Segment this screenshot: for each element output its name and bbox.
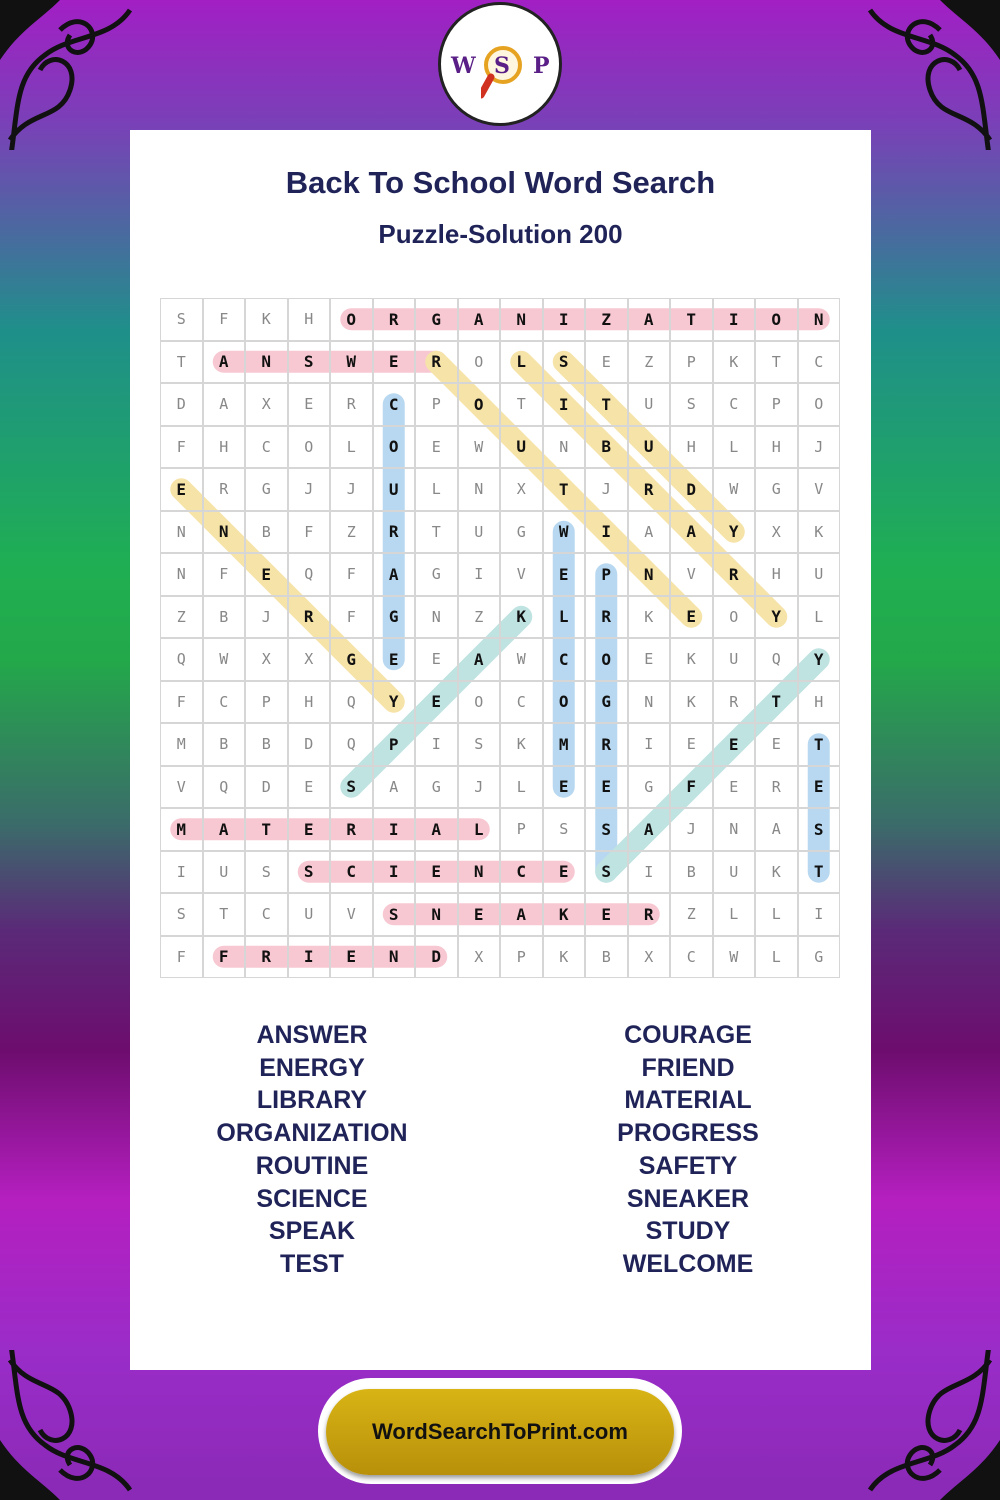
grid-cell: E (670, 723, 713, 766)
grid-cell: R (713, 681, 756, 724)
grid-cell: F (203, 298, 246, 341)
word-list-right (538, 1019, 838, 1281)
grid-cell: E (373, 638, 416, 681)
grid-cell: N (798, 298, 841, 341)
word-list-item: ORGANIZATION (216, 1119, 408, 1148)
grid-cell: G (500, 511, 543, 554)
grid-cell: S (458, 723, 501, 766)
wsp-logo[interactable] (438, 2, 562, 126)
grid-cell: R (330, 808, 373, 851)
grid-cell: L (713, 893, 756, 936)
word-list-left (162, 1019, 462, 1281)
grid-cell: M (160, 723, 203, 766)
ornament-top-right (850, 0, 1000, 150)
grid-cell: Z (330, 511, 373, 554)
grid-cell: T (160, 341, 203, 384)
grid-cell: K (628, 596, 671, 639)
grid-cell: U (798, 553, 841, 596)
grid-cell: K (543, 893, 586, 936)
page-subtitle: Puzzle-Solution 200 (378, 219, 623, 249)
grid-cell: A (628, 808, 671, 851)
grid-cell: L (500, 766, 543, 809)
grid-cell: T (543, 468, 586, 511)
grid-cell: H (288, 298, 331, 341)
grid-cell: W (713, 936, 756, 979)
grid-cell: S (670, 383, 713, 426)
grid-cell: T (755, 341, 798, 384)
ornament-bottom-left (0, 1350, 150, 1500)
grid-cell: G (415, 766, 458, 809)
grid-cell: E (415, 681, 458, 724)
grid-cell: C (245, 893, 288, 936)
grid-cell: K (543, 936, 586, 979)
grid-cell: J (288, 468, 331, 511)
grid-cell: W (203, 638, 246, 681)
grid-cell: Y (373, 681, 416, 724)
grid-cell: R (585, 596, 628, 639)
grid-cell: C (373, 383, 416, 426)
grid-cell: E (585, 893, 628, 936)
grid-cell: I (628, 723, 671, 766)
ornament-bottom-right (850, 1350, 1000, 1500)
grid-cell: E (543, 851, 586, 894)
grid-cell: S (543, 808, 586, 851)
grid-cell: C (245, 426, 288, 469)
grid-cell: E (713, 723, 756, 766)
grid-cell: T (755, 681, 798, 724)
grid-cell: E (160, 468, 203, 511)
grid-cell: U (713, 638, 756, 681)
grid-cell: T (585, 383, 628, 426)
grid-cell: O (798, 383, 841, 426)
grid-cell: O (458, 341, 501, 384)
grid-cell: L (500, 341, 543, 384)
grid-cell: Z (160, 596, 203, 639)
grid-cell: F (288, 511, 331, 554)
grid-cell: E (543, 553, 586, 596)
grid-cell: G (415, 553, 458, 596)
grid-cell: R (628, 893, 671, 936)
grid-cell: B (670, 851, 713, 894)
grid-cell: A (755, 808, 798, 851)
grid-cell: I (543, 383, 586, 426)
grid-cell: R (373, 511, 416, 554)
grid-cell: O (458, 383, 501, 426)
grid-cell: P (755, 383, 798, 426)
grid-cell: T (670, 298, 713, 341)
grid-cell: X (245, 383, 288, 426)
grid-cell: U (628, 383, 671, 426)
grid-cell: Z (458, 596, 501, 639)
grid-cell: G (245, 468, 288, 511)
grid-cell: E (415, 426, 458, 469)
grid-cell: K (670, 681, 713, 724)
grid-cell: Q (288, 553, 331, 596)
grid-cell: S (330, 766, 373, 809)
grid-cell: S (160, 893, 203, 936)
grid-cell: L (755, 893, 798, 936)
grid-cell: R (288, 596, 331, 639)
logo-letter-s: S (494, 53, 510, 79)
grid-cell: F (330, 553, 373, 596)
grid-cell: S (288, 341, 331, 384)
grid-cell: U (288, 893, 331, 936)
grid-cell: G (755, 468, 798, 511)
grid-cell: E (798, 766, 841, 809)
grid-cell: H (203, 426, 246, 469)
grid-cell: X (288, 638, 331, 681)
grid-cell: L (415, 468, 458, 511)
grid-cell: N (458, 851, 501, 894)
word-list-item: SNEAKER (626, 1184, 750, 1213)
grid-cell: G (330, 638, 373, 681)
grid-cell: F (330, 596, 373, 639)
grid-cell: F (670, 766, 713, 809)
grid-cell: N (458, 468, 501, 511)
grid-cell: Y (755, 596, 798, 639)
grid-cell: O (373, 426, 416, 469)
grid-cell: J (330, 468, 373, 511)
word-list-item: WELCOME (622, 1249, 754, 1278)
word-list-item: LIBRARY (256, 1086, 368, 1115)
grid-cell: R (245, 936, 288, 979)
grid-cell: P (245, 681, 288, 724)
grid-cell: N (160, 553, 203, 596)
word-list-item: SPEAK (268, 1217, 356, 1246)
grid-cell: T (798, 851, 841, 894)
grid-cell: K (713, 341, 756, 384)
grid-cell: Y (798, 638, 841, 681)
grid-cell: V (670, 553, 713, 596)
grid-cell: X (755, 511, 798, 554)
grid-cell: O (543, 681, 586, 724)
grid-cell: N (373, 936, 416, 979)
grid-cell: W (713, 468, 756, 511)
grid-cell: E (670, 596, 713, 639)
grid-cell: G (415, 298, 458, 341)
grid-cell: D (160, 383, 203, 426)
grid-cell: U (373, 468, 416, 511)
grid-cell: N (203, 511, 246, 554)
grid-cell: B (585, 426, 628, 469)
grid-cell: I (798, 893, 841, 936)
grid-cell: S (798, 808, 841, 851)
grid-cell: Q (330, 681, 373, 724)
grid-cell: O (458, 681, 501, 724)
grid-cell: Z (585, 298, 628, 341)
grid-cell: L (330, 426, 373, 469)
grid-cell: R (755, 766, 798, 809)
grid-cell: R (628, 468, 671, 511)
grid-cell: M (543, 723, 586, 766)
word-list-item: ANSWER (256, 1021, 368, 1049)
grid-cell: V (500, 553, 543, 596)
grid-cell: C (500, 681, 543, 724)
grid-cell: S (245, 851, 288, 894)
grid-cell: H (798, 681, 841, 724)
grid-cell: A (203, 341, 246, 384)
grid-cell: O (288, 426, 331, 469)
grid-cell: C (330, 851, 373, 894)
grid-cell: A (628, 511, 671, 554)
grid-cell: F (203, 553, 246, 596)
grid-cell: A (203, 383, 246, 426)
grid-cell: A (670, 511, 713, 554)
grid-cell: X (458, 936, 501, 979)
grid-cell: A (203, 808, 246, 851)
grid-cell: E (373, 341, 416, 384)
grid-cell: U (713, 851, 756, 894)
grid-cell: Z (670, 893, 713, 936)
grid-cell: J (245, 596, 288, 639)
grid-cell: K (755, 851, 798, 894)
word-list-item: FRIEND (641, 1053, 735, 1082)
grid-cell: E (415, 638, 458, 681)
grid-cell: S (288, 851, 331, 894)
grid-cell: L (458, 808, 501, 851)
grid-cell: O (713, 596, 756, 639)
grid-cell: N (713, 808, 756, 851)
grid-cell: I (585, 511, 628, 554)
grid-cell: W (458, 426, 501, 469)
grid-cell: K (500, 596, 543, 639)
grid-cell: N (628, 553, 671, 596)
grid-cell: C (543, 638, 586, 681)
logo-letter-w: W (451, 53, 476, 79)
grid-cell: S (585, 808, 628, 851)
grid-cell: R (713, 553, 756, 596)
grid-cell: I (373, 851, 416, 894)
logo-letter-p: P (533, 53, 550, 79)
grid-cell: N (415, 893, 458, 936)
grid-cell: B (245, 723, 288, 766)
grid-cell: Q (755, 638, 798, 681)
grid-cell: U (458, 511, 501, 554)
grid-cell: N (245, 341, 288, 384)
grid-cell: V (160, 766, 203, 809)
grid-cell: D (288, 723, 331, 766)
grid-cell: G (798, 936, 841, 979)
grid-cell: H (755, 553, 798, 596)
grid-cell: N (500, 298, 543, 341)
grid-cell: E (543, 766, 586, 809)
grid-cell: R (330, 383, 373, 426)
grid-cell: O (330, 298, 373, 341)
grid-cell: Z (628, 341, 671, 384)
grid-cell: V (330, 893, 373, 936)
grid-cell: N (628, 681, 671, 724)
grid-cell: H (288, 681, 331, 724)
grid-cell: K (245, 298, 288, 341)
grid-cell: E (458, 893, 501, 936)
grid-cell: S (373, 893, 416, 936)
word-list-item: PROGRESS (617, 1119, 759, 1148)
grid-cell: N (160, 511, 203, 554)
grid-cell: H (755, 426, 798, 469)
grid-cell: X (628, 936, 671, 979)
grid-cell: X (500, 468, 543, 511)
grid-cell: T (500, 383, 543, 426)
grid-cell: E (245, 553, 288, 596)
grid-cell: L (755, 936, 798, 979)
grid-cell: R (203, 468, 246, 511)
grid-cell: T (415, 511, 458, 554)
grid-cell: E (288, 766, 331, 809)
grid-cell: W (543, 511, 586, 554)
grid-cell: T (245, 808, 288, 851)
grid-cell: D (245, 766, 288, 809)
grid-cell: K (500, 723, 543, 766)
grid-cell: I (415, 723, 458, 766)
grid-cell: F (160, 936, 203, 979)
grid-cell: P (373, 723, 416, 766)
grid-cell: J (585, 468, 628, 511)
word-list-item: COURAGE (624, 1021, 752, 1049)
grid-cell: J (458, 766, 501, 809)
grid-cell: I (373, 808, 416, 851)
grid-cell: A (500, 893, 543, 936)
word-list-item: ENERGY (259, 1053, 365, 1082)
grid-cell: A (458, 298, 501, 341)
grid-cell: C (670, 936, 713, 979)
grid-cell: W (330, 341, 373, 384)
grid-cell: P (670, 341, 713, 384)
grid-cell: D (670, 468, 713, 511)
grid-cell: F (160, 681, 203, 724)
grid-cell: E (330, 936, 373, 979)
grid-cell: I (458, 553, 501, 596)
grid-cell: Y (713, 511, 756, 554)
grid-cell: E (585, 766, 628, 809)
grid-cell: R (373, 298, 416, 341)
grid-cell: U (500, 426, 543, 469)
grid-cell: Q (330, 723, 373, 766)
grid-cell: P (415, 383, 458, 426)
page-title: Back To School Word Search (285, 165, 716, 200)
grid-cell: O (585, 638, 628, 681)
grid-cell: K (670, 638, 713, 681)
grid-cell: U (628, 426, 671, 469)
grid-cell: A (628, 298, 671, 341)
grid-cell: X (245, 638, 288, 681)
grid-cell: I (628, 851, 671, 894)
grid-cell: K (798, 511, 841, 554)
grid-cell: U (203, 851, 246, 894)
grid-cell: I (543, 298, 586, 341)
grid-cell: P (585, 553, 628, 596)
grid-cell: J (670, 808, 713, 851)
grid-cell: C (203, 681, 246, 724)
grid-cell: E (628, 638, 671, 681)
grid-cell: M (160, 808, 203, 851)
grid-cell: N (415, 596, 458, 639)
grid-cell: T (798, 723, 841, 766)
grid-cell: B (585, 936, 628, 979)
word-list-item: STUDY (645, 1217, 731, 1246)
grid-cell: D (415, 936, 458, 979)
grid-cell: A (415, 808, 458, 851)
grid-cell: E (713, 766, 756, 809)
grid-cell: P (500, 808, 543, 851)
grid-cell: E (755, 723, 798, 766)
grid-cell: W (500, 638, 543, 681)
grid-cell: J (798, 426, 841, 469)
ornament-top-left (0, 0, 150, 150)
grid-cell: A (373, 553, 416, 596)
word-list-item: SCIENCE (256, 1184, 368, 1213)
grid-cell: C (500, 851, 543, 894)
grid-cell: Q (203, 766, 246, 809)
grid-cell: L (798, 596, 841, 639)
grid-cell: I (713, 298, 756, 341)
grid-cell: V (798, 468, 841, 511)
grid-cell: F (160, 426, 203, 469)
grid-cell: S (585, 851, 628, 894)
grid-cell: Q (160, 638, 203, 681)
grid-cell: S (160, 298, 203, 341)
grid-cell: I (160, 851, 203, 894)
grid-cell: G (373, 596, 416, 639)
grid-cell: T (203, 893, 246, 936)
word-list-item: SAFETY (638, 1151, 738, 1180)
grid-cell: C (798, 341, 841, 384)
grid-cell: L (543, 596, 586, 639)
grid-cell: R (415, 341, 458, 384)
grid-cell: L (713, 426, 756, 469)
word-list-item: MATERIAL (624, 1086, 752, 1115)
grid-cell: P (500, 936, 543, 979)
grid-cell: B (203, 596, 246, 639)
grid-cell: A (458, 638, 501, 681)
grid-cell: I (288, 936, 331, 979)
grid-cell: A (373, 766, 416, 809)
grid-cell: B (203, 723, 246, 766)
grid-cell: E (288, 383, 331, 426)
grid-cell: O (755, 298, 798, 341)
grid-cell: C (713, 383, 756, 426)
word-list-item: ROUTINE (255, 1151, 369, 1180)
grid-cell: R (585, 723, 628, 766)
word-list-item: TEST (280, 1249, 344, 1278)
grid-cell: N (543, 426, 586, 469)
letter-grid (160, 298, 840, 978)
grid-cell: F (203, 936, 246, 979)
grid-cell: H (670, 426, 713, 469)
grid-cell: B (245, 511, 288, 554)
grid-cell: E (585, 341, 628, 384)
grid-cell: G (585, 681, 628, 724)
grid-cell: S (543, 341, 586, 384)
grid-cell: E (415, 851, 458, 894)
grid-cell: G (628, 766, 671, 809)
website-link-button[interactable]: WordSearchToPrint.com (326, 1389, 674, 1475)
grid-cell: E (288, 808, 331, 851)
